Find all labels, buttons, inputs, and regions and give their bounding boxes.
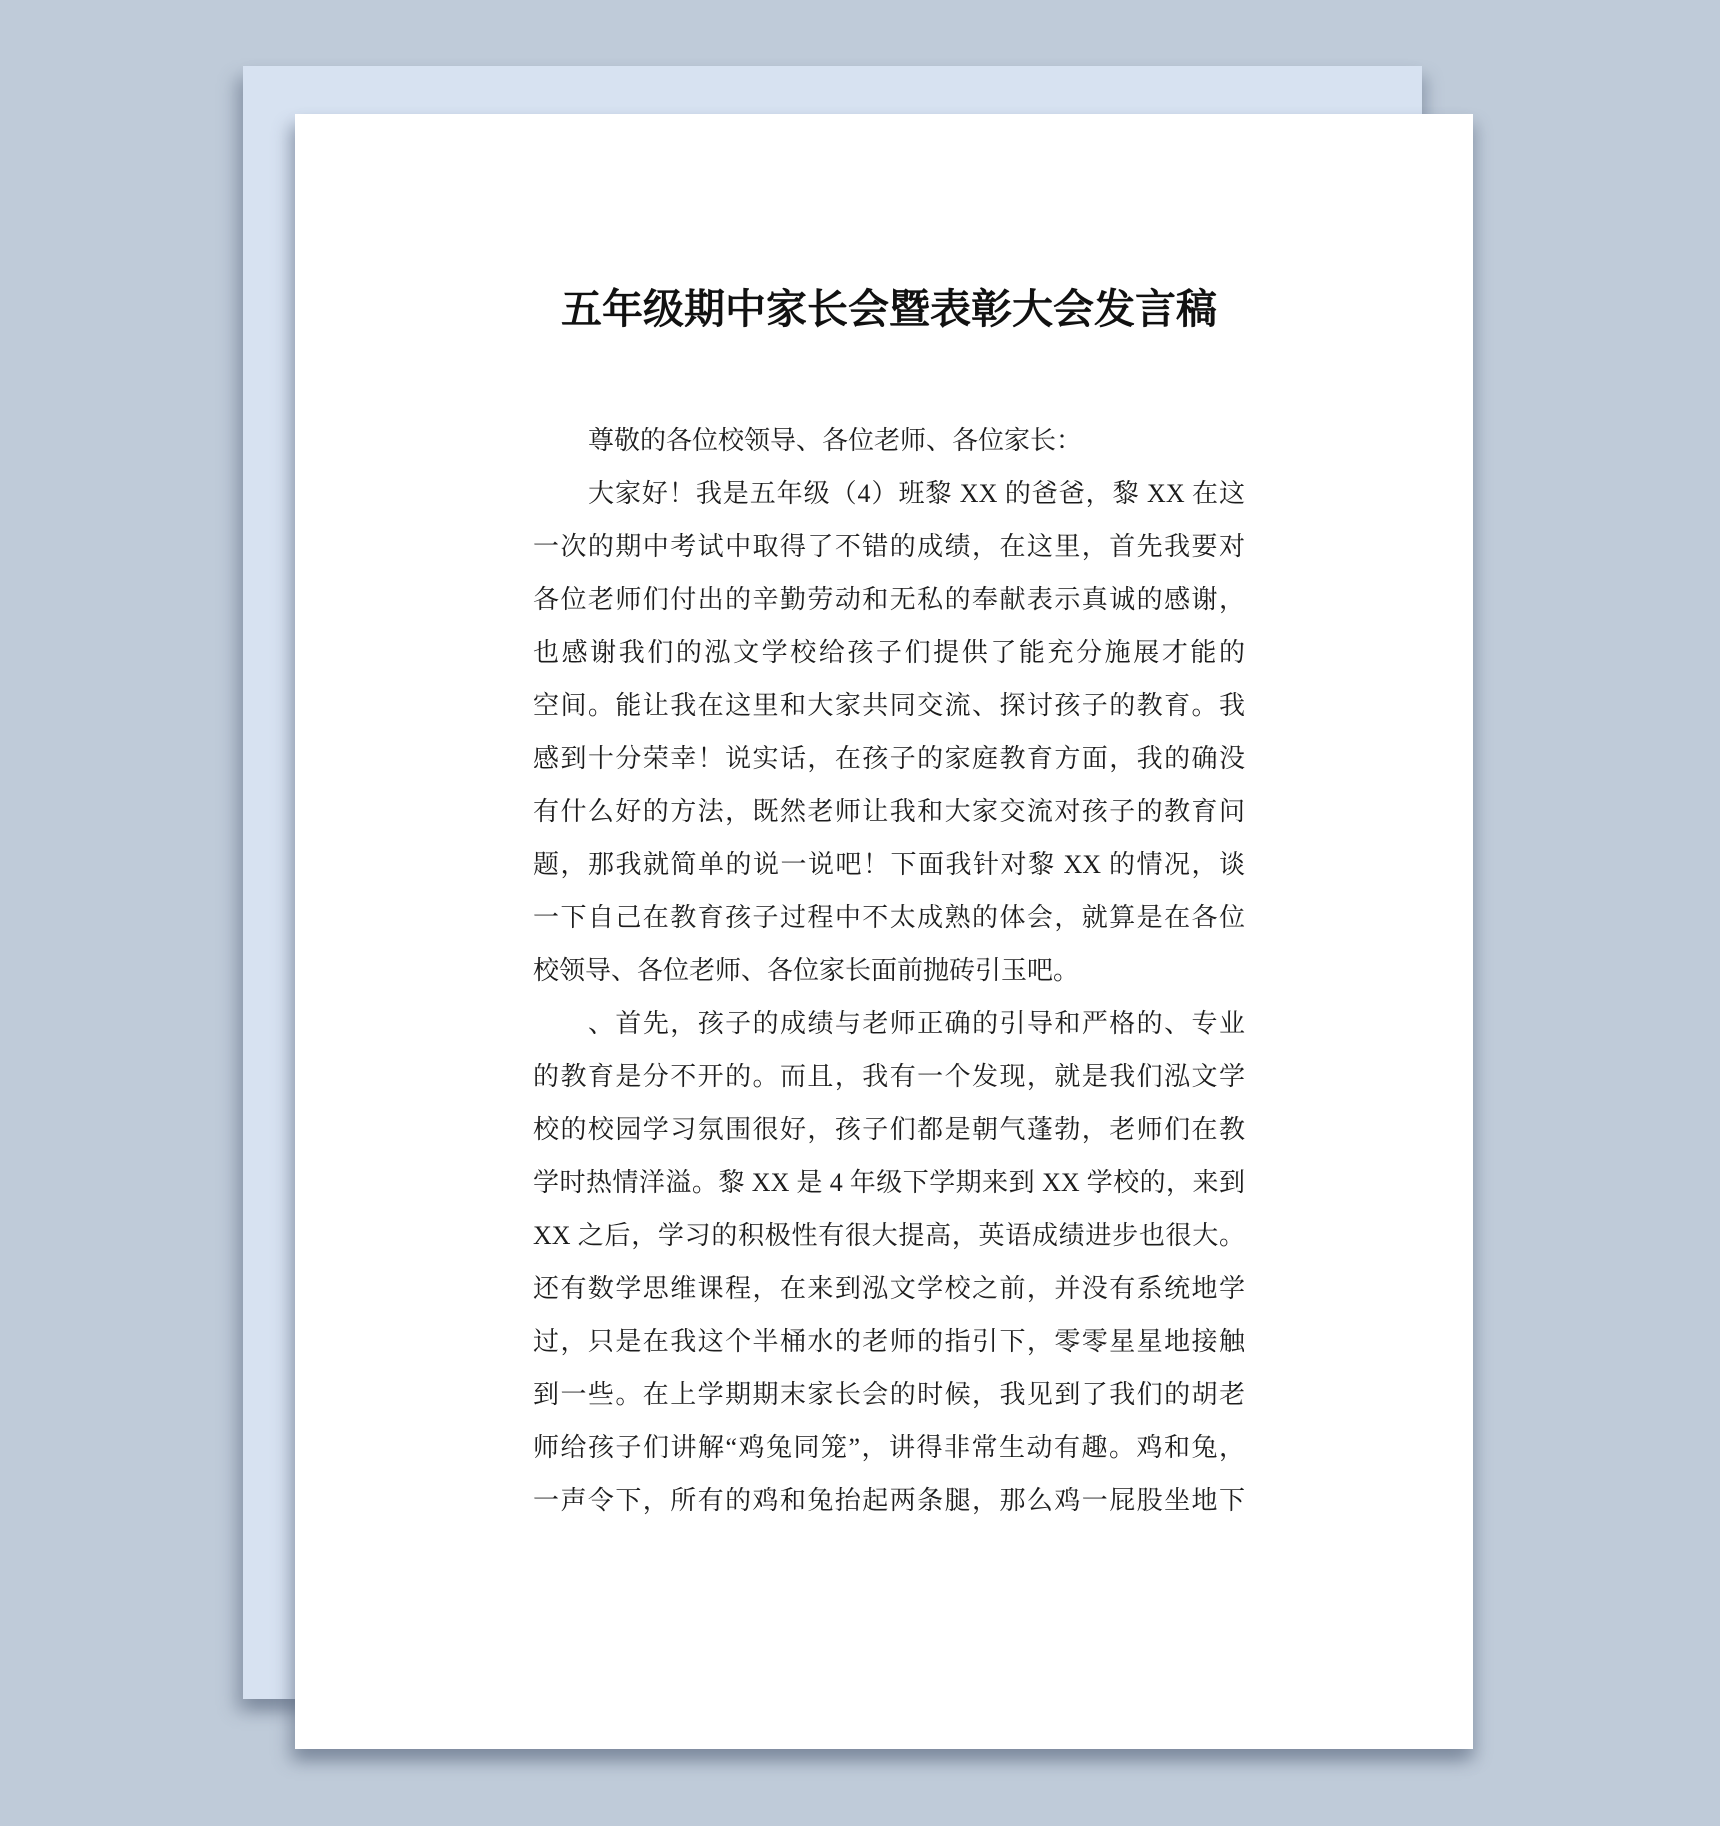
doc-line: XX 之后，学习的积极性有很大提高，英语成绩进步也很大。 — [533, 1221, 1245, 1250]
doc-line: 题，那我就简单的说一说吧！下面我针对黎 XX 的情况，谈 — [533, 850, 1245, 879]
doc-line: 一下自己在教育孩子过程中不太成熟的体会，就算是在各位 — [533, 903, 1245, 932]
doc-line: 感到十分荣幸！说实话，在孩子的家庭教育方面，我的确没 — [533, 744, 1245, 773]
doc-line: 还有数学思维课程，在来到泓文学校之前，并没有系统地学 — [533, 1274, 1245, 1303]
doc-line: 的教育是分不开的。而且，我有一个发现，就是我们泓文学 — [533, 1062, 1245, 1091]
doc-line: 到一些。在上学期期末家长会的时候，我见到了我们的胡老 — [533, 1380, 1245, 1409]
doc-line: 各位老师们付出的辛勤劳动和无私的奉献表示真诚的感谢， — [533, 585, 1245, 614]
doc-line: 校领导、各位老师、各位家长面前抛砖引玉吧。 — [533, 956, 1080, 985]
doc-line: 学时热情洋溢。黎 XX 是 4 年级下学期来到 XX 学校的，来到 — [533, 1168, 1245, 1197]
doc-line: 也感谢我们的泓文学校给孩子们提供了能充分施展才能的 — [533, 638, 1245, 667]
doc-line: 空间。能让我在这里和大家共同交流、探讨孩子的教育。我 — [533, 691, 1245, 720]
doc-line: 有什么好的方法，既然老师让我和大家交流对孩子的教育问 — [533, 797, 1245, 826]
doc-line: 过，只是在我这个半桶水的老师的指引下，零零星星地接触 — [533, 1327, 1245, 1356]
document-title: 五年级期中家长会暨表彰大会发言稿 — [561, 286, 1217, 332]
document-body — [533, 414, 1245, 1527]
doc-line: 校的校园学习氛围很好，孩子们都是朝气蓬勃，老师们在教 — [533, 1115, 1245, 1144]
doc-line: 尊敬的各位校领导、各位老师、各位家长： — [588, 426, 1083, 455]
document-page — [295, 114, 1473, 1749]
doc-line: 一次的期中考试中取得了不错的成绩，在这里，首先我要对 — [533, 532, 1245, 561]
doc-line: 、首先，孩子的成绩与老师正确的引导和严格的、专业 — [588, 1009, 1245, 1038]
doc-line: 大家好！我是五年级（4）班黎 XX 的爸爸，黎 XX 在这 — [588, 479, 1245, 508]
doc-line: 师给孩子们讲解“鸡兔同笼”，讲得非常生动有趣。鸡和兔， — [533, 1433, 1245, 1462]
doc-line: 一声令下，所有的鸡和兔抬起两条腿，那么鸡一屁股坐地下 — [533, 1486, 1245, 1515]
